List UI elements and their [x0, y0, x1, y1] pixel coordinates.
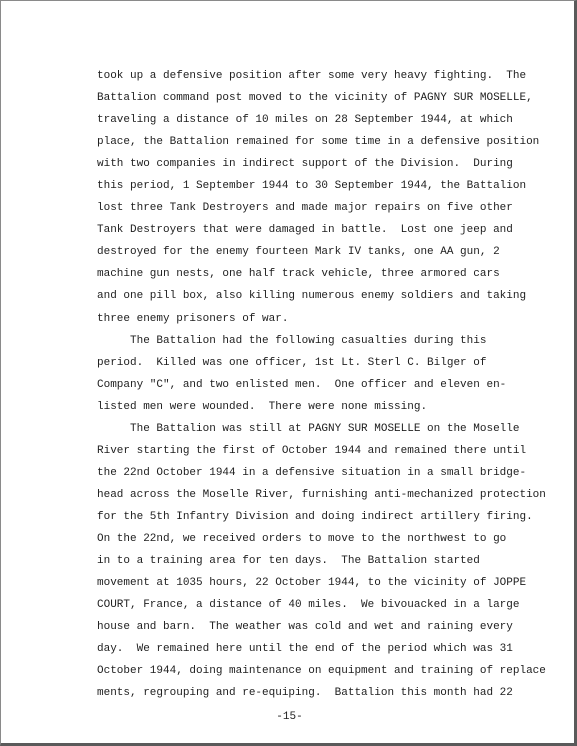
text-line: listed men were wounded. There were none missing.	[97, 400, 428, 413]
text-line: The Battalion was still at PAGNY SUR MOSELLE on the Moselle	[97, 422, 520, 435]
text-line: head across the Moselle River, furnishing anti-mechanized protection	[97, 488, 546, 501]
page-number: -15-	[276, 711, 303, 723]
text-line: traveling a distance of 10 miles on 28 September 1944, at which	[97, 114, 513, 127]
text-line: October 1944, doing maintenance on equipment and training of replace	[97, 665, 546, 678]
text-line: the 22nd October 1944 in a defensive situation in a small bridge-	[97, 466, 527, 479]
body-text	[97, 65, 547, 704]
text-line: On the 22nd, we received orders to move to the northwest to go	[97, 532, 507, 545]
text-line: destroyed for the enemy fourteen Mark IV tanks, one AA gun, 2	[97, 246, 500, 259]
text-line: place, the Battalion remained for some time in a defensive position	[97, 136, 540, 149]
text-line: took up a defensive position after some very heavy fighting. The	[97, 70, 527, 82]
text-line: and one pill box, also killing numerous enemy soldiers and taking	[97, 290, 527, 303]
text-line: with two companies in indirect support of the Division. During	[97, 158, 513, 171]
text-line: for the 5th Infantry Division and doing indirect artillery firing.	[97, 510, 533, 523]
text-line: Tank Destroyers that were damaged in battle. Lost one jeep and	[97, 224, 513, 237]
text-line: The Battalion had the following casualties during this	[97, 334, 487, 347]
text-line: Battalion command post moved to the vicinity of PAGNY SUR MOSELLE,	[97, 92, 533, 105]
text-line: day. We remained here until the end of the period which was 31	[97, 643, 513, 656]
text-line: house and barn. The weather was cold and wet and raining every	[97, 621, 513, 634]
text-line: period. Killed was one officer, 1st Lt. Sterl C. Bilger of	[97, 356, 487, 369]
text-line: movement at 1035 hours, 22 October 1944, to the vicinity of JOPPE	[97, 577, 527, 590]
text-line: machine gun nests, one half track vehicle, three armored cars	[97, 268, 500, 281]
text-line: ments, regrouping and re-equiping. Battalion this month had 22	[97, 687, 513, 700]
text-line: River starting the first of October 1944 and remained there until	[97, 444, 527, 457]
text-line: COURT, France, a distance of 40 miles. We bivouacked in a large	[97, 599, 520, 612]
text-line: in to a training area for ten days. The Battalion started	[97, 555, 480, 568]
text-line: lost three Tank Destroyers and made major repairs on five other	[97, 202, 513, 215]
text-line: Company "C", and two enlisted men. One officer and eleven en-	[97, 378, 507, 391]
text-line: three enemy prisoners of war.	[97, 312, 289, 325]
text-line: this period, 1 September 1944 to 30 September 1944, the Battalion	[97, 180, 527, 193]
